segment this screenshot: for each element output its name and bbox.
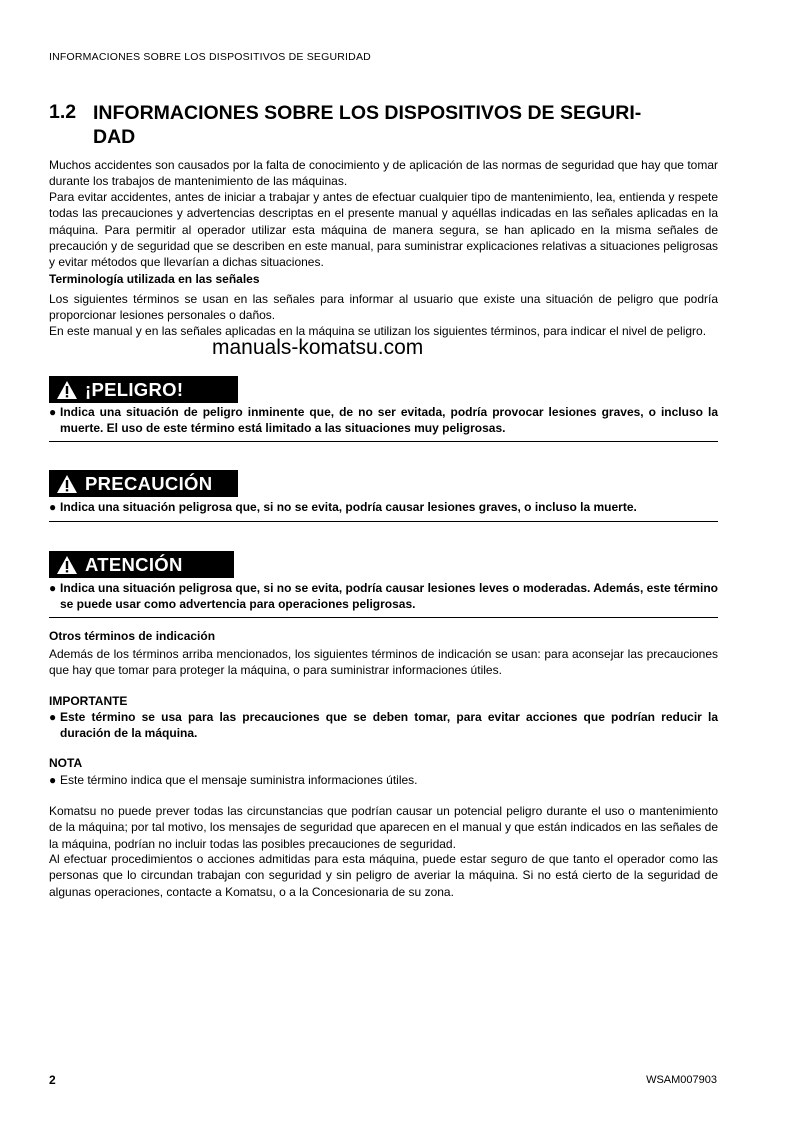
- danger-signal-text: Indica una situación de peligro inminente que, de no ser evitada, podría provocar lesiones graves, o incluso la muerte. El uso de este término está limitado a las situaciones muy peligrosas.: [60, 405, 718, 436]
- danger-signal-label: ¡PELIGRO!: [85, 378, 184, 400]
- caution-signal-text: Indica una situación peligrosa que, si no se evita, podría causar lesiones graves, o incluso la muerte.: [60, 500, 637, 514]
- warning-signal-text: Indica una situación peligrosa que, si no se evita, podría causar lesiones leves o moderadas. Además, este término se puede usar como advertencia para operaciones peligrosas.: [60, 581, 718, 612]
- warning-triangle-icon: [56, 474, 78, 494]
- section-title: [93, 101, 713, 149]
- warning-triangle-icon: [56, 380, 78, 400]
- terminology-paragraph-1: Los siguientes términos se usan en las señales para informar al usuario que existe una situación de peligro que podría proporcionar lesiones personales o daños.: [49, 292, 718, 323]
- caution-signal-description: [49, 499, 718, 515]
- intro-paragraph-2: Para evitar accidentes, antes de iniciar a trabajar y antes de efectuar cualquier tipo de mantenimiento, lea, entienda y respete todas las precauciones y advertencias descriptas en el presente manual y aquéllas indicadas en las señales aplicadas en la máquina. Para permitir al operador utilizar esta máquina de manera segura, se han aplicado en la misma señales de precaución y de seguridad que se describen en este manual, para suministrar explicaciones relativas a situaciones peligrosas y evitar métodos que llevarían a dichas situaciones.: [49, 190, 718, 270]
- important-text: Este término se usa para las precauciones que se deben tomar, para evitar acciones que podrían reducir la duración de la máquina.: [60, 710, 718, 741]
- section-number: 1.2: [49, 101, 77, 123]
- other-terms-heading: Otros términos de indicación: [49, 629, 216, 643]
- intro-paragraph-1: Muchos accidentes son causados por la falta de conocimiento y de aplicación de las normas de seguridad que hay que tomar durante los trabajos de mantenimiento de las máquinas.: [49, 158, 718, 189]
- document-code: WSAM007903: [646, 1074, 717, 1086]
- section-title-line2: DAD: [93, 126, 136, 148]
- section-title-line1: INFORMACIONES SOBRE LOS DISPOSITIVOS DE SEGURI-: [93, 102, 642, 124]
- important-item: [49, 709, 718, 742]
- danger-divider: [49, 441, 718, 442]
- caution-signal-box: [49, 470, 238, 497]
- bullet-symbol: ●: [49, 405, 57, 419]
- important-heading: IMPORTANTE: [49, 694, 128, 708]
- warning-divider: [49, 617, 718, 618]
- closing-paragraph-2: Al efectuar procedimientos o acciones admitidas para esta máquina, puede estar seguro de que tanto el operador como las personas que lo circundan trabajan con seguridad y sin peligro de averiar la máquina. Si no está cierto de la seguridad de algunas operaciones, contacte a Komatsu, o a la Concesionaria de su zona.: [49, 852, 718, 899]
- danger-signal-description: [49, 404, 718, 437]
- terminology-paragraph-2: En este manual y en las señales aplicadas en la máquina se utilizan los siguientes términos, para indicar el nivel de peligro.: [49, 324, 707, 338]
- terminology-heading: Terminología utilizada en las señales: [49, 272, 260, 286]
- note-text: Este término indica que el mensaje suministra informaciones útiles.: [60, 773, 418, 787]
- caution-signal-label: PRECAUCIÓN: [85, 472, 213, 494]
- page-number: 2: [49, 1073, 56, 1087]
- running-header: INFORMACIONES SOBRE LOS DISPOSITIVOS DE SEGURIDAD: [49, 51, 371, 63]
- warning-triangle-icon: [56, 555, 78, 575]
- other-terms-paragraph: Además de los términos arriba mencionados, los siguientes términos de indicación se usan: para aconsejar las precauciones que hay que tomar para proteger la máquina, o para suministrar informaciones útiles.: [49, 647, 718, 678]
- bullet-symbol: ●: [49, 773, 57, 787]
- warning-signal-label: ATENCIÓN: [85, 553, 183, 575]
- bullet-symbol: ●: [49, 500, 57, 514]
- warning-signal-box: [49, 551, 234, 578]
- watermark: manuals-komatsu.com: [212, 336, 424, 359]
- bullet-symbol: ●: [49, 710, 57, 724]
- note-item: [49, 772, 718, 788]
- danger-signal-box: [49, 376, 238, 403]
- note-heading: NOTA: [49, 756, 83, 770]
- caution-divider: [49, 521, 718, 522]
- warning-signal-description: [49, 580, 718, 613]
- closing-paragraph-1: Komatsu no puede prever todas las circunstancias que podrían causar un potencial peligro durante el uso o mantenimiento de la máquina; por tal motivo, los mensajes de seguridad que aparecen en el manual y que están indicados en las señales de la máquina, podrían no incluir todas las posibles precauciones de seguridad.: [49, 804, 718, 851]
- bullet-symbol: ●: [49, 581, 57, 595]
